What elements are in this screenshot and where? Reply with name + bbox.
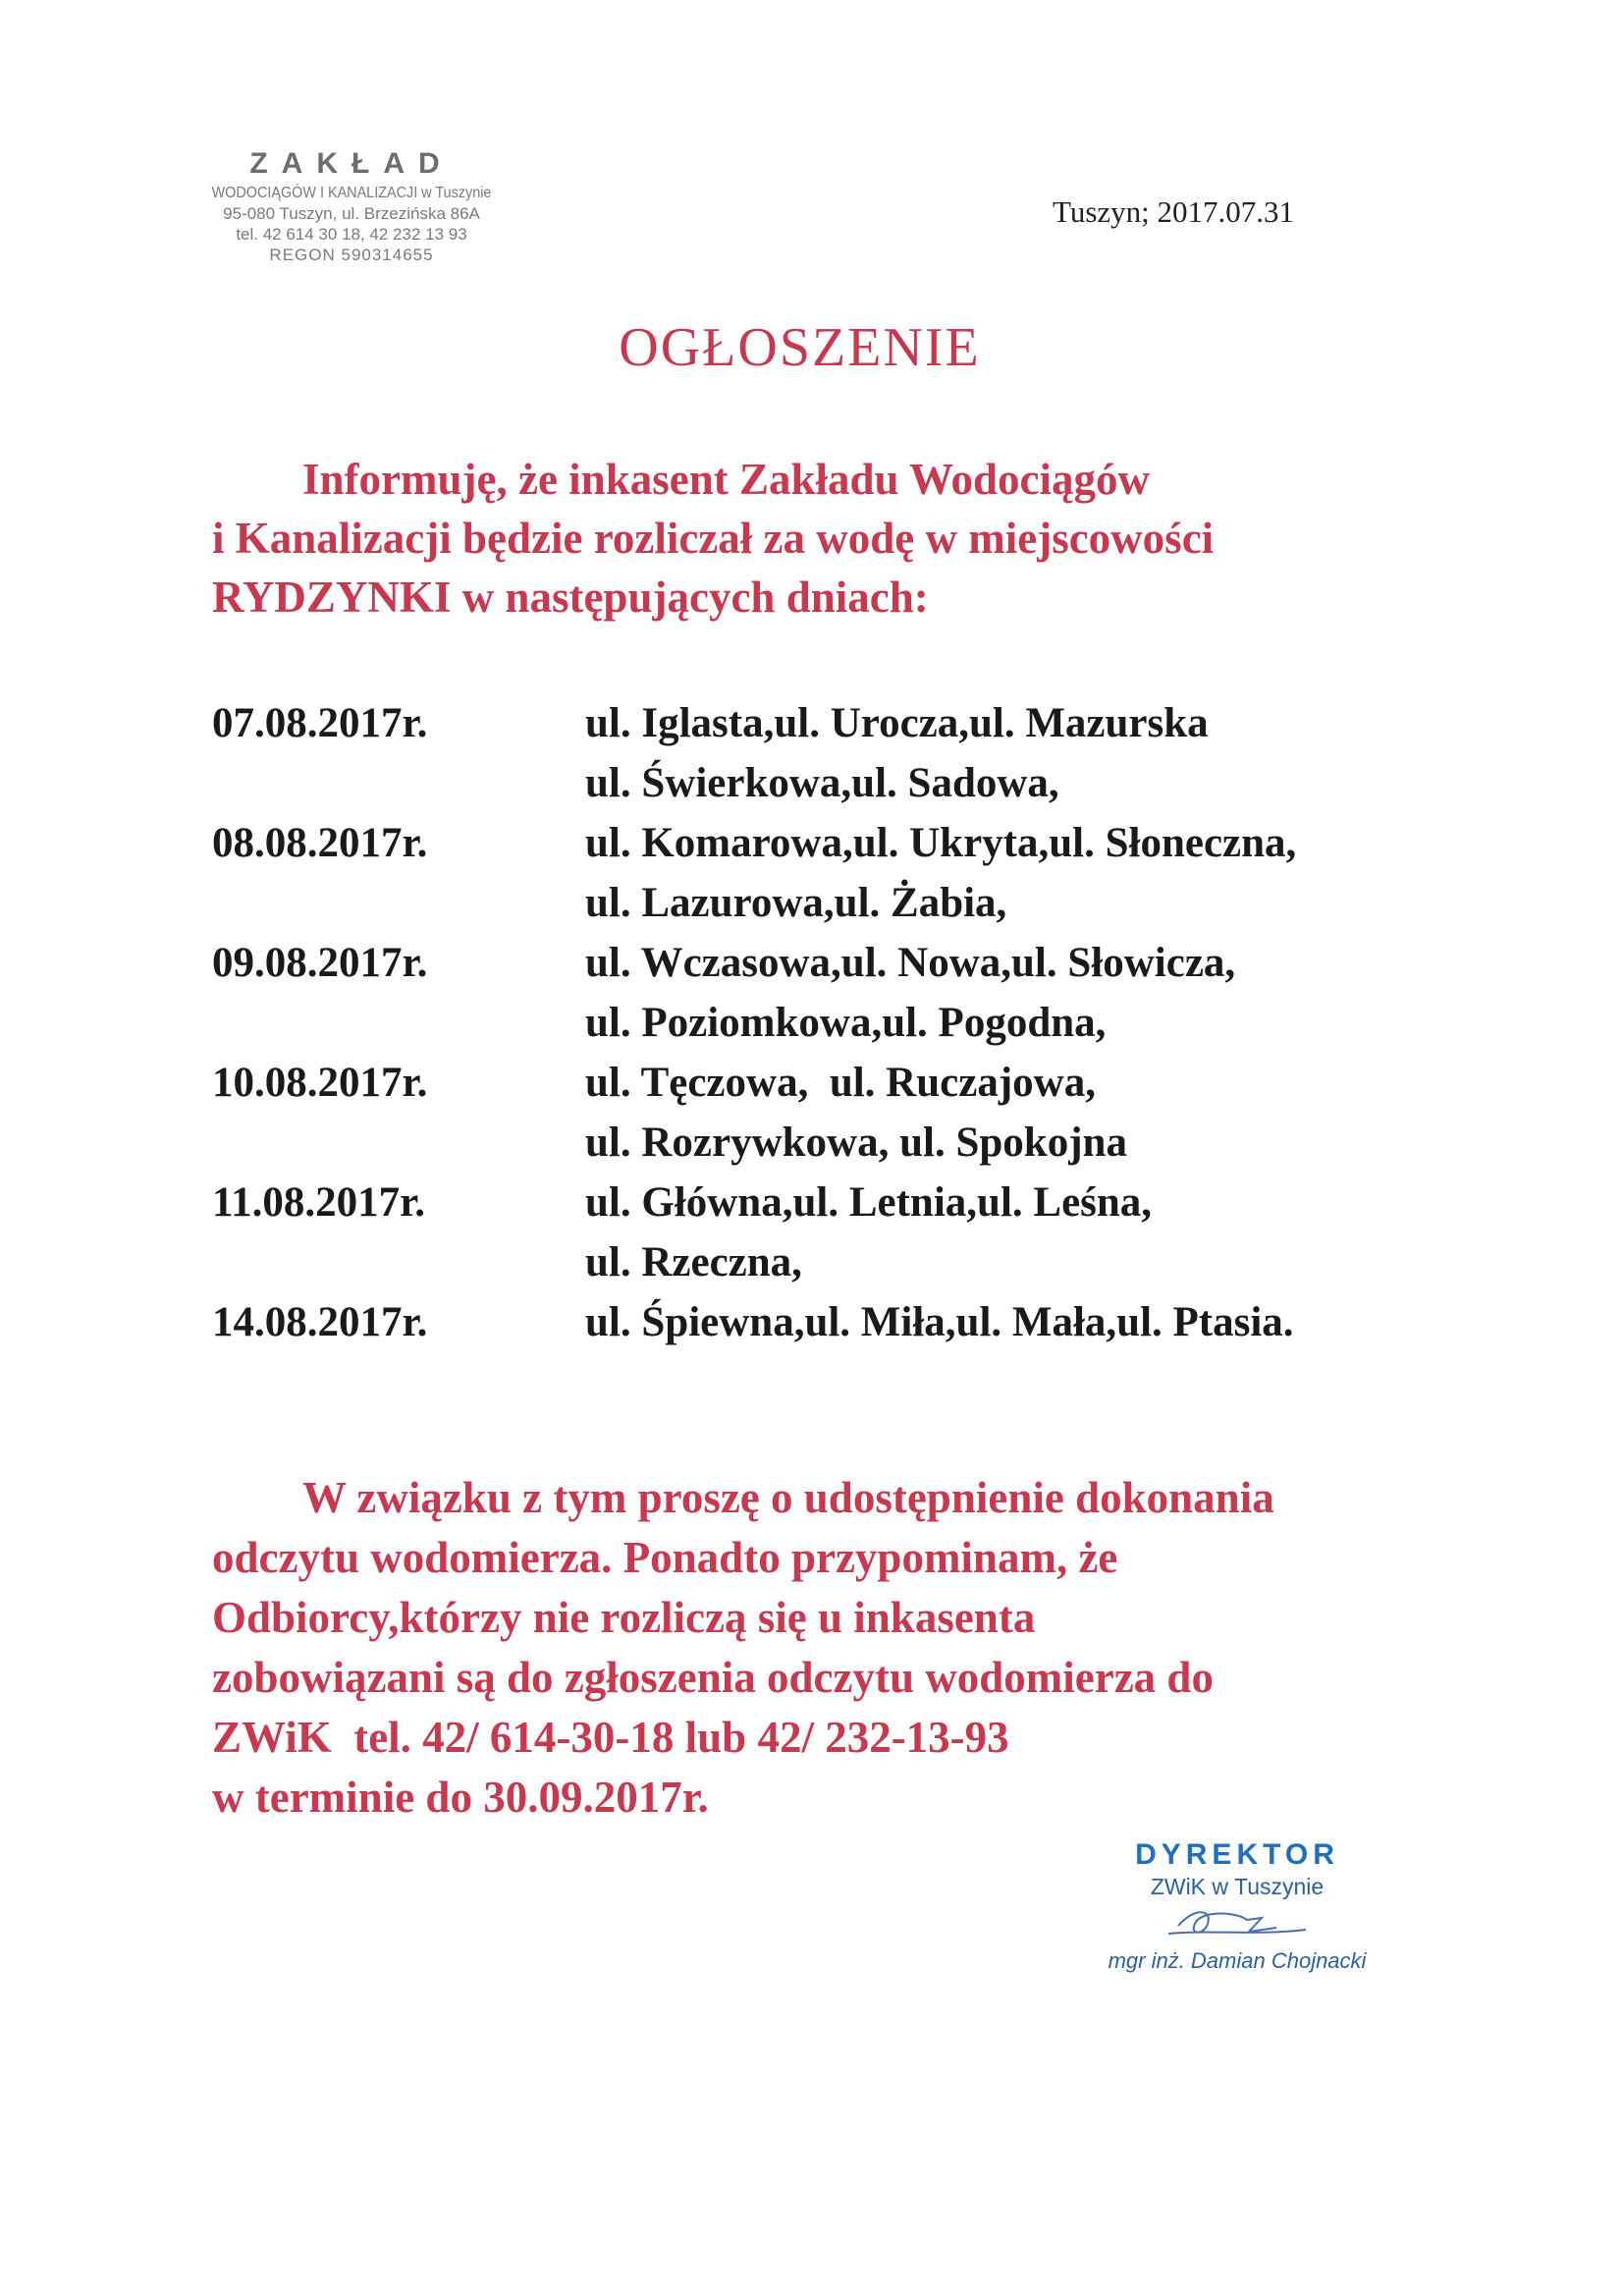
signature-name: mgr inż. Damian Chojnacki	[1108, 1948, 1367, 1973]
schedule-date: 08.08.2017r.	[212, 820, 428, 866]
schedule-list	[212, 693, 1528, 1352]
schedule-streets	[585, 1053, 1528, 1173]
notice-line: odczytu wodomierza. Ponadto przypominam, że	[212, 1533, 1118, 1582]
schedule-entry	[212, 1173, 1528, 1292]
schedule-date: 10.08.2017r.	[212, 1060, 428, 1106]
schedule-entry	[212, 1292, 1528, 1352]
place-and-date: Tuszyn; 2017.07.31	[1053, 194, 1295, 229]
director-signature-stamp	[1070, 1838, 1404, 1974]
schedule-entry	[212, 933, 1528, 1053]
schedule-streets	[585, 813, 1528, 933]
stamp-phone: tel. 42 614 30 18, 42 232 13 93	[236, 225, 467, 244]
stamp-company-name: WODOCIĄGÓW I KANALIZACJI w Tuszynie	[211, 185, 492, 201]
schedule-date: 07.08.2017r.	[212, 700, 428, 746]
street-line: ul. Iglasta,ul. Urocza,ul. Mazurska	[585, 700, 1209, 746]
company-stamp	[175, 147, 528, 265]
schedule-streets	[585, 1292, 1528, 1352]
intro-paragraph	[212, 450, 1488, 627]
street-line: ul. Komarowa,ul. Ukryta,ul. Słoneczna,	[585, 820, 1297, 866]
street-line: ul. Wczasowa,ul. Nowa,ul. Słowicza,	[585, 940, 1236, 986]
schedule-streets	[585, 1173, 1528, 1292]
street-line: ul. Główna,ul. Letnia,ul. Leśna,	[585, 1179, 1153, 1226]
street-line: ul. Poziomkowa,ul. Pogodna,	[585, 1000, 1107, 1046]
notice-line: ZWiK tel. 42/ 614-30-18 lub 42/ 232-13-93	[212, 1713, 1009, 1762]
street-line: ul. Lazurowa,ul. Żabia,	[585, 880, 1007, 926]
stamp-address: 95-080 Tuszyn, ul. Brzezińska 86A	[223, 204, 480, 223]
street-line: ul. Tęczowa, ul. Ruczajowa,	[585, 1060, 1096, 1106]
street-line: ul. Rzeczna,	[585, 1239, 802, 1285]
intro-line: i Kanalizacji będzie rozliczał za wodę w miejscowości	[212, 514, 1215, 563]
notice-line: W związku z tym proszę o udostępnienie dokonania	[302, 1473, 1274, 1522]
notice-line: zobowiązani są do zgłoszenia odczytu wodomierza do	[212, 1653, 1214, 1702]
stamp-title: ZAKŁAD	[249, 147, 454, 180]
schedule-entry	[212, 1053, 1528, 1173]
schedule-date: 11.08.2017r.	[212, 1179, 426, 1226]
intro-line: Informuję, że inkasent Zakładu Wodociągów	[302, 455, 1151, 504]
signature-title: DYREKTOR	[1135, 1838, 1339, 1871]
document-title	[0, 316, 1623, 379]
notice-line: w terminie do 30.09.2017r.	[212, 1773, 709, 1822]
notice-line: Odbiorcy,którzy nie rozliczą się u inkasenta	[212, 1593, 1036, 1642]
notice-paragraph	[212, 1468, 1528, 1828]
street-line: ul. Rozrywkowa, ul. Spokojna	[585, 1120, 1127, 1166]
document-title-text: OGŁOSZENIE	[619, 317, 981, 378]
schedule-entry	[212, 693, 1528, 813]
schedule-streets	[585, 693, 1528, 813]
stamp-regon: REGON 590314655	[269, 246, 434, 264]
schedule-date: 09.08.2017r.	[212, 940, 428, 986]
intro-line: RYDZYNKI w następujących dniach:	[212, 573, 929, 622]
street-line: ul. Świerkowa,ul. Sadowa,	[585, 760, 1059, 806]
street-line: ul. Śpiewna,ul. Miła,ul. Mała,ul. Ptasia.	[585, 1299, 1294, 1345]
schedule-date: 14.08.2017r.	[212, 1299, 428, 1345]
schedule-entry	[212, 813, 1528, 933]
handwritten-signature-icon	[1139, 1900, 1335, 1943]
signature-organization: ZWiK w Tuszynie	[1150, 1874, 1325, 1899]
schedule-streets	[585, 933, 1528, 1053]
